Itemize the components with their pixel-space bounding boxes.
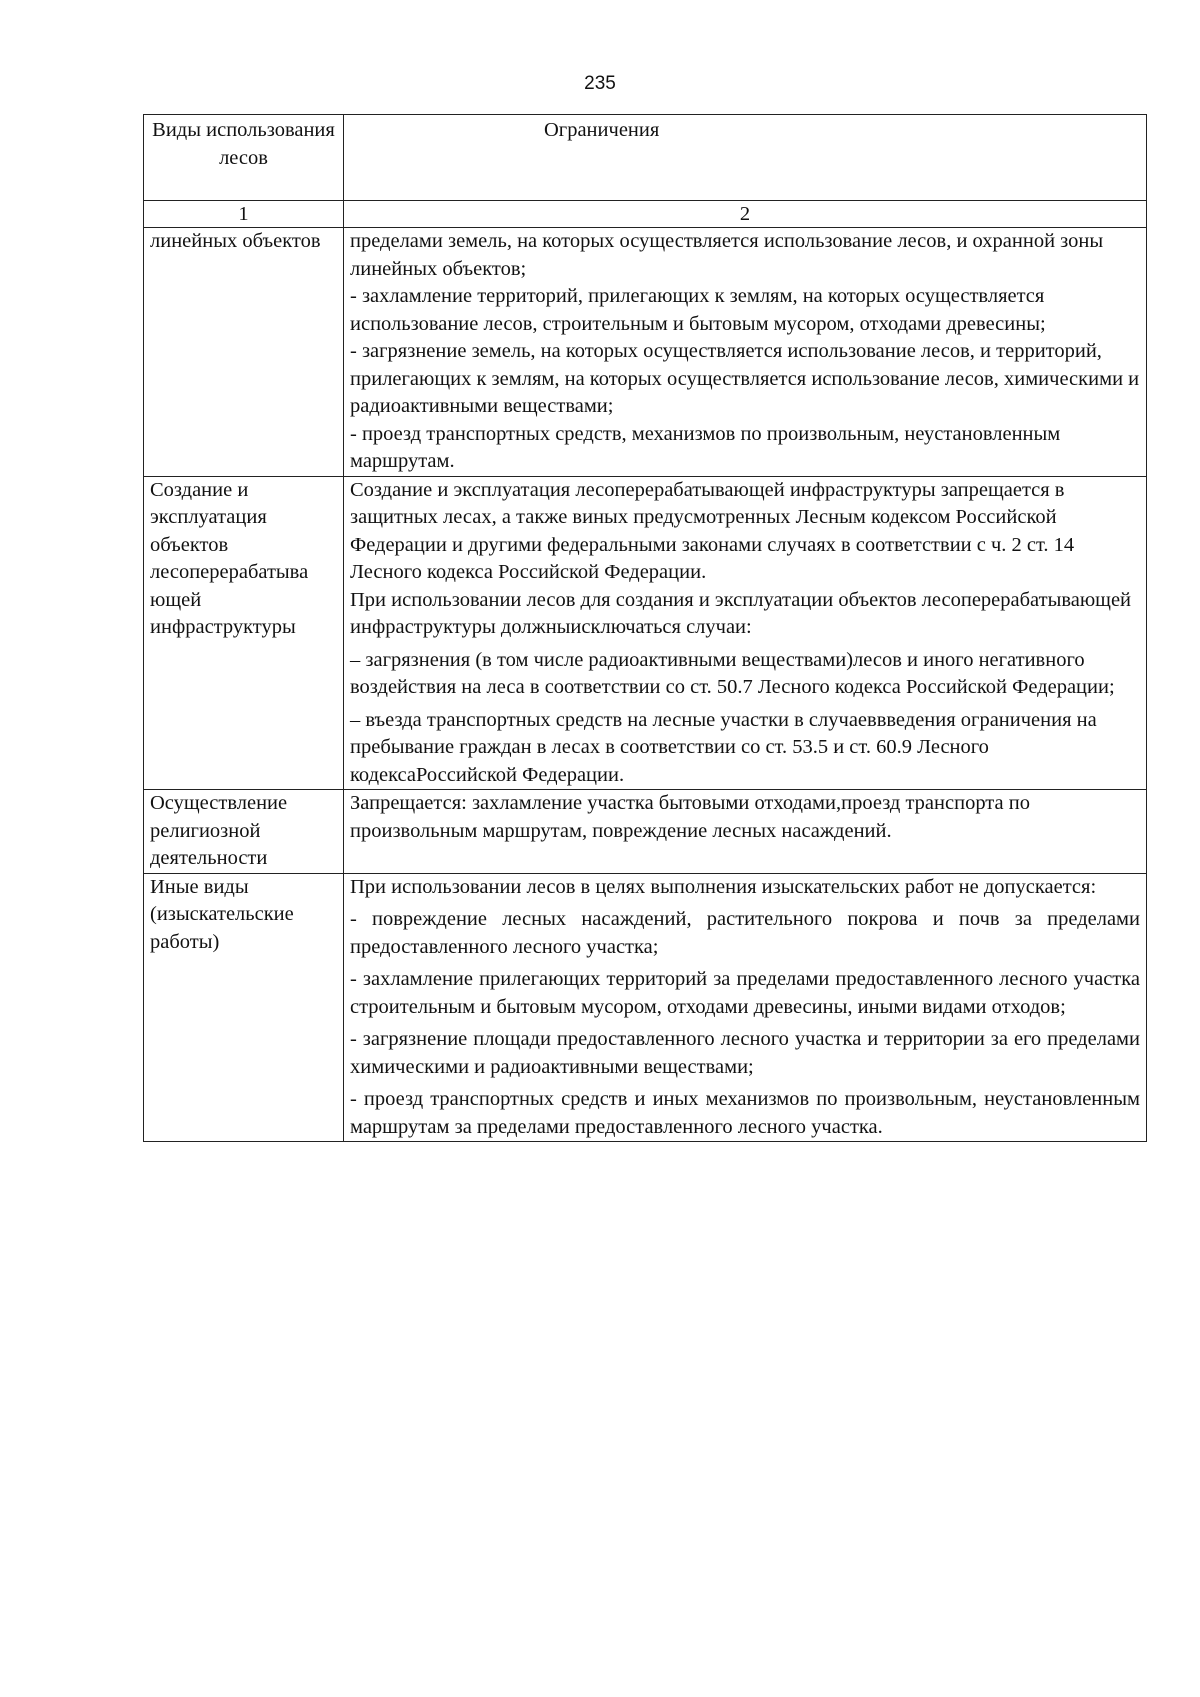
restriction-item: – въезда транспортных средств на лесные участки в случаеввведения ограничения на пребывание граждан в лесах в соответствии со ст. 53.5 и ст. 60.9 Лесного кодексаРоссийской Федерации. <box>350 708 1097 786</box>
row-restrictions-religious-activity <box>344 790 1147 874</box>
row-type-wood-processing: Создание и эксплуатация объектов лесоперерабатыва ющей инфраструктуры <box>144 476 344 790</box>
restrictions-table <box>143 114 1147 1142</box>
header-forest-use-types: Виды использования лесов <box>144 115 344 201</box>
restriction-paragraph: При использовании лесов для создания и эксплуатации объектов лесоперерабатывающей инфраструктуры должныисключаться случаи: <box>350 588 1132 638</box>
row-restrictions-wood-processing <box>344 476 1147 790</box>
restriction-item: – загрязнения (в том числе радиоактивными веществами)лесов и иного негативного воздействия на леса в соответствии со ст. 50.7 Лесного кодекса Российской Федерации; <box>350 648 1115 698</box>
restriction-paragraph: Запрещается: захламление участка бытовыми отходами,проезд транспорта по произвольным маршрутам, повреждение лесных насаждений. <box>350 792 1030 842</box>
column-number-row <box>144 201 1147 228</box>
row-type-other-survey-works: Иные виды (изыскательские работы) <box>144 873 344 1142</box>
header-restrictions: Ограничения <box>344 115 1147 201</box>
row-type-linear-objects: линейных объектов <box>144 228 344 477</box>
table-row <box>144 476 1147 790</box>
restriction-item: - захламление территорий, прилегающих к землям, на которых осуществляется использование лесов, строительным и бытовым мусором, отходами древесины; <box>350 285 1046 335</box>
restriction-paragraph: пределами земель, на которых осуществляется использование лесов, и охранной зоны линейных объектов; <box>350 230 1104 280</box>
restriction-item: - повреждение лесных насаждений, растительного покрова и почв за пределами предоставленного лесного участка; <box>350 908 1140 958</box>
restriction-item: - загрязнение земель, на которых осуществляется использование лесов, и территорий, прилегающих к землям, на которых осуществляется использование лесов, химическими и радиоактивными веществами; <box>350 340 1140 417</box>
table-row <box>144 873 1147 1142</box>
restriction-paragraph: Создание и эксплуатация лесоперерабатывающей инфраструктуры запрещается в защитных лесах, а также виных предусмотренных Лесным кодексом Российской Федерации и другими федеральными законами случаях в соответствии с ч. 2 ст. 14 Лесного кодекса Российской Федерации. <box>350 478 1075 583</box>
row-restrictions-other-survey-works <box>344 873 1147 1142</box>
restriction-item: - проезд транспортных средств, механизмов по произвольным, неустановленным маршрутам. <box>350 422 1061 472</box>
restriction-paragraph: При использовании лесов в целях выполнения изыскательских работ не допускается: <box>350 875 1097 898</box>
row-restrictions-linear-objects <box>344 228 1147 477</box>
table-row <box>144 228 1147 477</box>
row-type-religious-activity: Осуществление религиозной деятельности <box>144 790 344 874</box>
column-number-1: 1 <box>144 201 344 228</box>
column-number-2: 2 <box>344 201 1147 228</box>
table-row <box>144 790 1147 874</box>
restriction-item: - загрязнение площади предоставленного лесного участка и территории за его пределами химическими и радиоактивными веществами; <box>350 1028 1140 1078</box>
table-header-row <box>144 115 1147 201</box>
restriction-item: - проезд транспортных средств и иных механизмов по произвольным, неустановленным маршрутам за пределами предоставленного лесного участка. <box>350 1088 1140 1138</box>
page-number: 235 <box>584 73 616 94</box>
restriction-item: - захламление прилегающих территорий за пределами предоставленного лесного участка строительным и бытовым мусором, отходами древесины, иными видами отходов; <box>350 968 1140 1018</box>
